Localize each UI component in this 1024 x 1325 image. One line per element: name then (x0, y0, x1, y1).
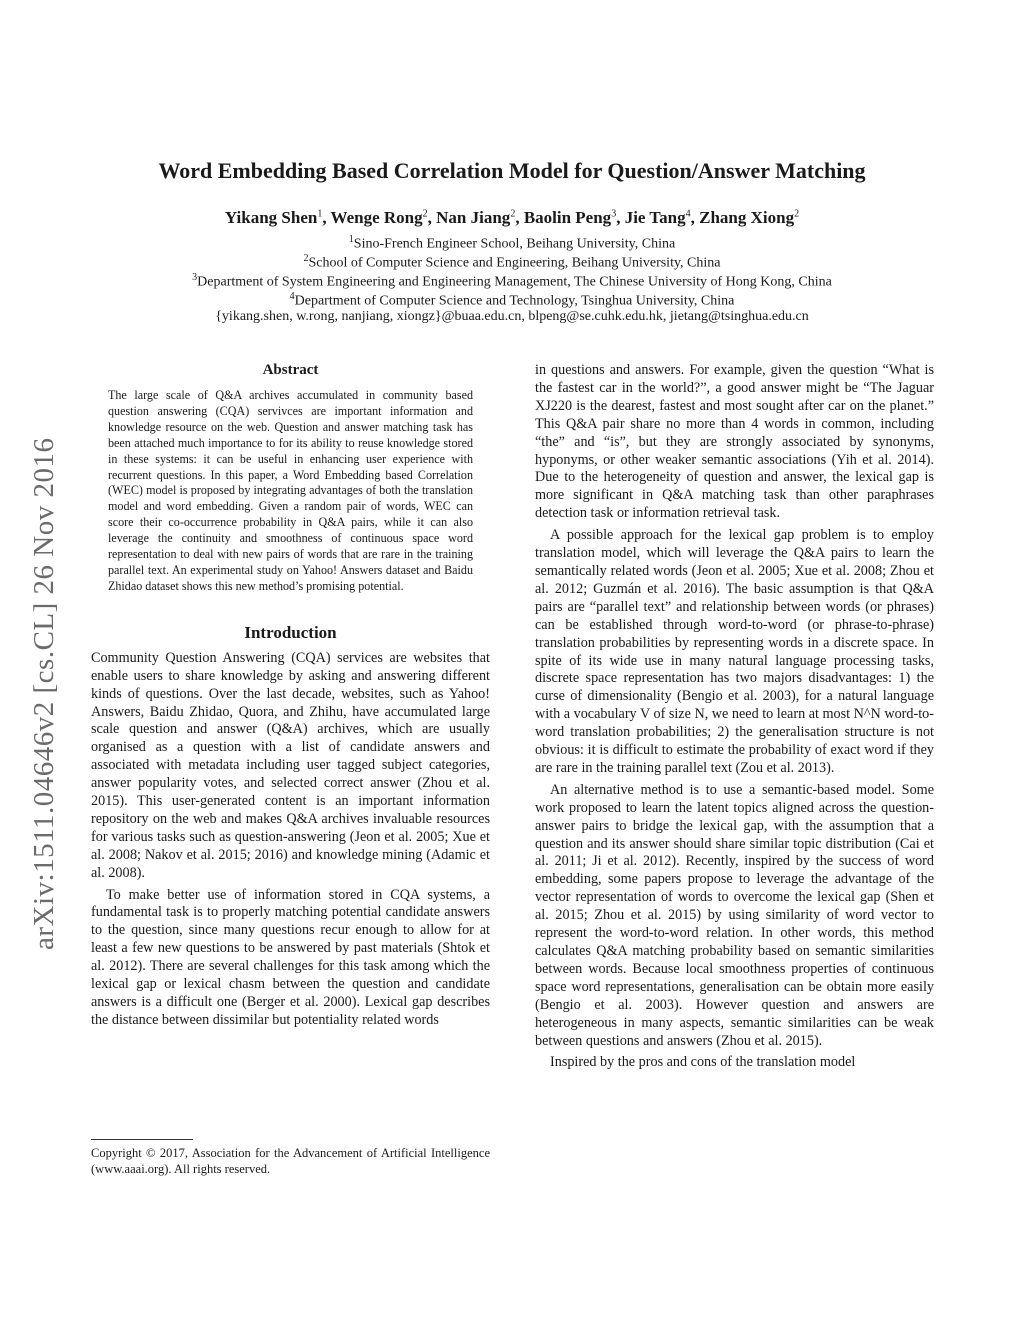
author-affiliation-mark: 3 (611, 208, 617, 220)
affiliation-text: Department of Computer Science and Technology, Tsinghua University, China (294, 293, 735, 309)
author-affiliation-mark: 1 (317, 208, 323, 220)
author-affiliation-mark: 2 (422, 208, 428, 220)
author-name: Zhang Xiong (699, 208, 795, 227)
paper-title: Word Embedding Based Correlation Model for Question/Answer Matching (158, 158, 866, 183)
right-column (535, 362, 934, 1072)
author-name: Yikang Shen (224, 208, 318, 227)
author-name: Nan Jiang (436, 208, 511, 227)
paragraph: To make better use of information stored in CQA systems, a fundamental task is to properly matching potential candidate answers to the question, since many questions recur enough to allow for at least a few new questions to be answered by past materials (Shtok et al. 2012). There are several challenges for this task among which the lexical gap or lexical chasm between the question and candidate answers is a difficult one (Berger et al. 2000). Lexical gap describes the distance between dissimilar but potentiality related words (91, 886, 490, 1028)
affiliation-text: Sino-French Engineer School, Beihang University, China (353, 236, 676, 252)
author-name: Wenge Rong (330, 208, 423, 227)
copyright-footnote (91, 1139, 490, 1177)
author-list: Yikang Shen$^1$, Wenge Rong$^2$, Nan Jiang$^2$, Baolin Peng$^3$, Jie Tang$^4$, Zhang Xiong$^2$ (224, 208, 800, 227)
copyright-text: Copyright © 2017, Association for the Advancement of Artificial Intelligence (www.aaai.org). All rights reserved. (91, 1146, 490, 1176)
author-name: Baolin Peng (523, 208, 612, 227)
affiliation-mark: 2 (303, 253, 309, 264)
author-name: Jie Tang (624, 208, 686, 227)
affiliation-text: School of Computer Science and Engineering, Beihang University, China (308, 255, 721, 271)
affiliation-mark: 4 (289, 291, 295, 302)
left-column (91, 362, 490, 1030)
arxiv-identifier: arXiv:1511.04646v2 [cs.CL] 26 Nov 2016 (28, 437, 60, 950)
author-affiliation-mark: 2 (510, 208, 516, 220)
paragraph: Inspired by the pros and cons of the translation model (550, 1054, 856, 1071)
abstract-text: The large scale of Q&A archives accumulated in community based question answering (CQA) servivces are important information and knowledge resource on the web. Question and answer matching task has been attached much importance to for its ability to reuse knowledge stored in these systems: it can be useful in enhancing user experience with recurrent questions. In this paper, a Word Embedding based Correlation (WEC) model is proposed by integrating advantages of both the translation model and word embedding. Given a random pair of words, WEC can score their co-occurrence probability in Q&A pairs, while it can also leverage the continuity and smoothness of continuous space word representation to deal with new pairs of words that are rare in the training parallel text. An experimental study on Yahoo! Answers dataset and Baidu Zhidao dataset shows this new method’s promising potential. (108, 388, 473, 593)
author-affiliation-mark: 4 (685, 208, 691, 220)
paragraph: A possible approach for the lexical gap problem is to employ translation model, which will leverage the Q&A pairs to learn the semantically related words (Jeon et al. 2005; Xue et al. 2008; Zhou et al. 2012; Guzmán et al. 2016). The basic assumption is that Q&A pairs are “parallel text” and relationship between words (or phrases) can be established through word-to-word (or phrase-to-phrase) translation probabilities by representing words in a discrete space. In spite of its wide use in many natural language processing tasks, discrete space representation has two majors disadvantages: 1) the curse of dimensionality (Bengio et al. 2003), for a natural language with a vocabulary V of size N, we need to learn at most N^N word-to-word translation probabilities; 2) the generalisation structure is not obvious: it is difficult to estimate the probability of exact word if they are rare in the training parallel text (Zou et al. 2013). (535, 527, 934, 776)
author-emails: {yikang.shen, w.rong, nanjiang, xiongz}@buaa.edu.cn, blpeng@se.cuhk.edu.hk, jietang@tsinghua.edu.cn (215, 309, 809, 324)
introduction-heading: Introduction (244, 622, 337, 642)
affiliation-mark: 1 (348, 234, 354, 245)
footnote-rule (91, 1139, 193, 1140)
affiliation-mark: 3 (192, 272, 198, 283)
paragraph: in questions and answers. For example, given the question “What is the fastest car in the world?”, a good answer might be “The Jaguar XJ220 is the dearest, fastest and most sought after car on the planet.” This Q&A pair share no more than 4 words in common, including “the” and “is”, but they are strongly associated by synonyms, hyponyms, or other weaker semantic associations (Yih et al. 2014). Due to the heterogeneity of question and answer, the lexical gap is more significant in Q&A matching task than other paraphrases detection task or information retrieval task. (535, 362, 934, 522)
abstract-heading: Abstract (262, 362, 319, 378)
paragraph: An alternative method is to use a semantic-based model. Some work proposed to learn the latent topics aligned across the question-answer pairs to bridge the lexical gap, with the assumption that a question and its answer should share similar topic distribution (Cai et al. 2011; Ji et al. 2012). Recently, inspired by the success of word embedding, some papers propose to leverage the advantage of the vector representation of words to overcome the lexical gap (Shen et al. 2015; Zhou et al. 2015) by using similarity of word vector to represent the word-to-word relation. In other words, this method calculates Q&A matching probability based on semantic similarities between words. Because local smoothness properties of continuous space word representations, generalisation can be obtain more easily (Bengio et al. 2003). However question and answers are heterogeneous in many aspects, semantic similarities can be weak between questions and answers (Zhou et al. 2015). (535, 781, 934, 1049)
affiliation-text: Department of System Engineering and Engineering Management, The Chinese University of Hong Kong, China (197, 274, 832, 290)
paragraph: Community Question Answering (CQA) services are websites that enable users to share knowledge by asking and answering different kinds of questions. Over the last decade, websites, such as Yahoo! Answers, Baidu Zhidao, Quora, and Zhihu, have accumulated large scale question and answer (Q&A) archives, which are usually organised as a question with a list of candidate answers and associated with metadata including user tagged subject categories, answer popularity votes, and selected correct answer (Zhou et al. 2015). This user-generated content is an important information repository on the web and makes Q&A archives invaluable resources for various tasks such as question-answering (Jeon et al. 2005; Xue et al. 2008; Nakov et al. 2015; 2016) and knowledge mining (Adamic et al. 2008). (91, 649, 490, 881)
author-affiliation-mark: 2 (794, 208, 800, 220)
